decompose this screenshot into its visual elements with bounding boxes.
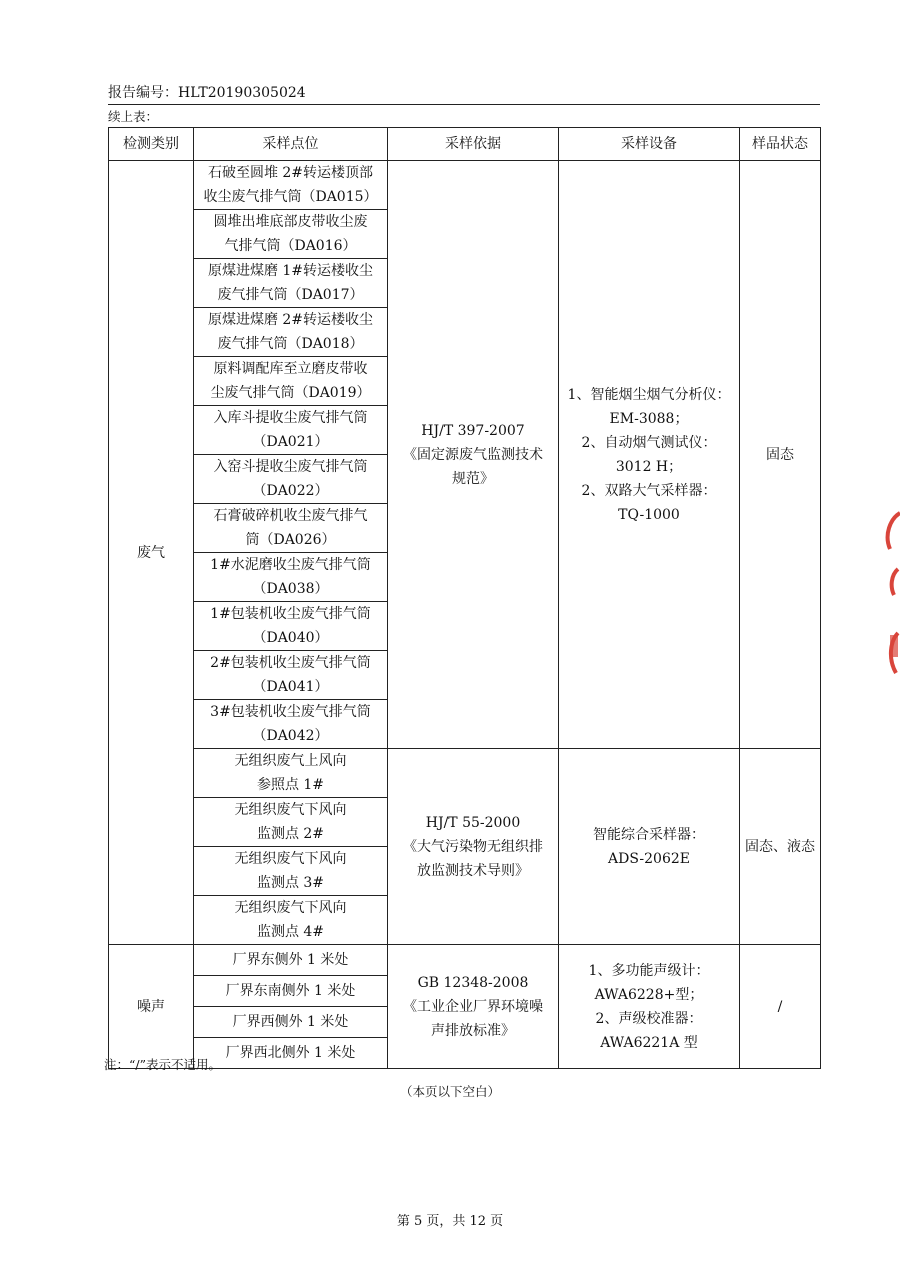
sampling-point: 无组织废气下风向 监测点 4# (194, 896, 388, 945)
category-noise: 噪声 (109, 945, 194, 1069)
sampling-point: 厂界西北侧外 1 米处 (194, 1038, 388, 1069)
col-header-state: 样品状态 (740, 128, 821, 161)
sampling-point: 厂界东南侧外 1 米处 (194, 976, 388, 1007)
report-number: 报告编号：HLT20190305024 (108, 85, 306, 101)
sampling-point: 无组织废气上风向 参照点 1# (194, 749, 388, 798)
sample-state: 固态 (740, 161, 821, 749)
sampling-equipment: 1、智能烟尘烟气分析仪： EM-3088； 2、自动烟气测试仪： 3012 H； 2、双路大气采样器： TQ-1000 (559, 161, 740, 749)
sampling-table (108, 127, 821, 1069)
sampling-point: 1#包装机收尘废气排气筒 （DA040） (194, 602, 388, 651)
sampling-equipment: 智能综合采样器： ADS-2062E (559, 749, 740, 945)
blank-remainder-text: （本页以下空白） (399, 1084, 500, 1099)
sampling-point: 入窑斗提收尘废气排气筒 （DA022） (194, 455, 388, 504)
sampling-point: 无组织废气下风向 监测点 3# (194, 847, 388, 896)
table-row (109, 749, 821, 798)
sampling-basis: GB 12348-2008 《工业企业厂界环境噪 声排放标准》 (388, 945, 559, 1069)
sampling-point: 1#水泥磨收尘废气排气筒 （DA038） (194, 553, 388, 602)
sampling-equipment: 1、多功能声级计： AWA6228+型； 2、声级校准器： AWA6221A 型 (559, 945, 740, 1069)
table-header-row (109, 128, 821, 161)
sampling-point: 圆堆出堆底部皮带收尘废 气排气筒（DA016） (194, 210, 388, 259)
col-header-category: 检测类别 (109, 128, 194, 161)
sampling-point: 石膏破碎机收尘废气排气 筒（DA026） (194, 504, 388, 553)
sampling-point: 2#包装机收尘废气排气筒 （DA041） (194, 651, 388, 700)
sampling-point: 厂界西侧外 1 米处 (194, 1007, 388, 1038)
col-header-equipment: 采样设备 (559, 128, 740, 161)
page-footer: 第 5 页，共 12 页 (396, 1214, 504, 1229)
sample-state: / (740, 945, 821, 1069)
col-header-basis: 采样依据 (388, 128, 559, 161)
sampling-point: 入库斗提收尘废气排气筒 （DA021） (194, 406, 388, 455)
sampling-point: 石破至圆堆 2#转运楼顶部 收尘废气排气筒（DA015） (194, 161, 388, 210)
table-row (109, 945, 821, 976)
col-header-point: 采样点位 (194, 128, 388, 161)
sampling-point: 原煤进煤磨 1#转运楼收尘 废气排气筒（DA017） (194, 259, 388, 308)
table-note: 注：“/”表示不适用。 (104, 1057, 221, 1072)
sampling-point: 厂界东侧外 1 米处 (194, 945, 388, 976)
sampling-point: 原料调配库至立磨皮带收 尘废气排气筒（DA019） (194, 357, 388, 406)
sampling-point: 无组织废气下风向 监测点 2# (194, 798, 388, 847)
seal-stamp-fragment (876, 505, 900, 695)
sampling-basis: HJ/T 55-2000 《大气污染物无组织排 放监测技术导则》 (388, 749, 559, 945)
sampling-basis: HJ/T 397-2007 《固定源废气监测技术 规范》 (388, 161, 559, 749)
category-waste-gas: 废气 (109, 161, 194, 945)
sampling-point: 原煤进煤磨 2#转运楼收尘 废气排气筒（DA018） (194, 308, 388, 357)
table-row (109, 161, 821, 210)
sample-state: 固态、液态 (740, 749, 821, 945)
continued-label: 续上表： (108, 109, 159, 124)
header-divider (108, 104, 820, 105)
sampling-point: 3#包装机收尘废气排气筒 （DA042） (194, 700, 388, 749)
